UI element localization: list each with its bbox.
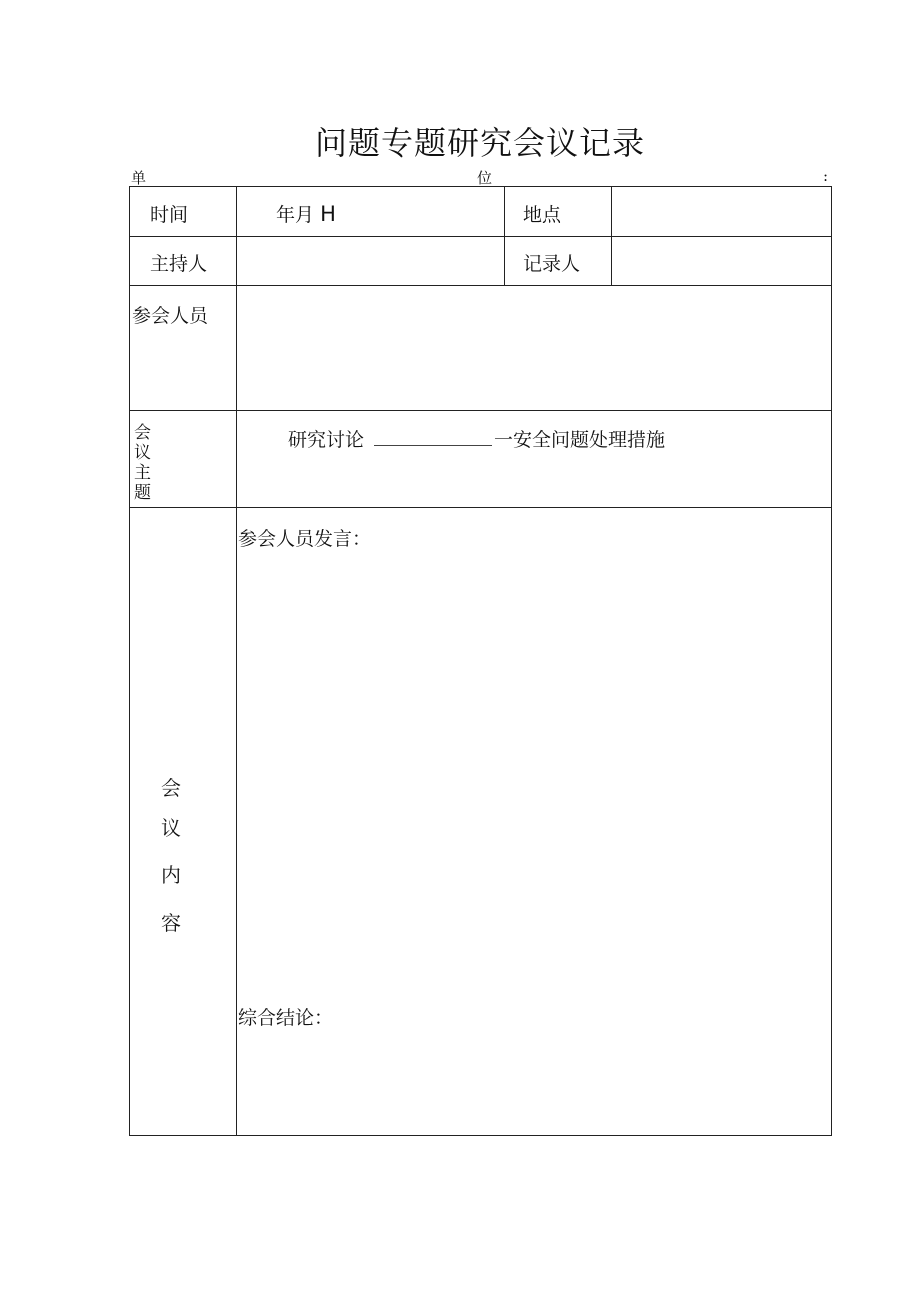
recorder-field[interactable] <box>612 237 832 285</box>
content-label-char: 内 <box>161 863 181 887</box>
column-divider <box>504 187 505 285</box>
topic-blank-field[interactable] <box>374 431 492 446</box>
time-label: 时间 <box>150 204 189 226</box>
host-label: 主持人 <box>150 253 208 275</box>
location-field[interactable] <box>612 187 832 236</box>
topic-label <box>134 423 154 503</box>
topic-text <box>288 425 665 452</box>
date-day-char: H <box>320 202 336 226</box>
attendees-label: 参会人员 <box>132 305 209 327</box>
topic-label-char: 会 <box>134 423 151 443</box>
date-field[interactable] <box>276 200 336 227</box>
content-label-char: 议 <box>161 816 181 840</box>
location-label: 地点 <box>523 204 562 226</box>
attendees-field[interactable] <box>237 286 832 410</box>
meeting-record-table <box>129 186 832 1136</box>
speech-label: 参会人员发言： <box>238 528 372 550</box>
unit-label-colon: : <box>823 167 829 185</box>
speech-field[interactable] <box>237 552 832 992</box>
host-field[interactable] <box>237 237 504 285</box>
unit-label-char-2: 位 <box>477 169 493 187</box>
topic-label-char: 主 <box>134 463 151 483</box>
unit-label-char-1: 单 <box>131 169 147 187</box>
content-label-char: 容 <box>161 911 181 935</box>
date-text: 年月 <box>276 204 315 226</box>
content-label-char: 会 <box>161 776 181 800</box>
topic-prefix: 研究讨论 <box>288 429 365 451</box>
recorder-label: 记录人 <box>523 253 581 275</box>
conclusion-label: 综合结论： <box>238 1007 334 1029</box>
conclusion-field[interactable] <box>237 1032 832 1135</box>
topic-label-char: 题 <box>134 483 151 503</box>
topic-suffix: 一安全问题处理措施 <box>494 429 666 451</box>
document-title: 问题专题研究会议记录 <box>314 124 645 162</box>
topic-label-char: 议 <box>134 443 151 463</box>
